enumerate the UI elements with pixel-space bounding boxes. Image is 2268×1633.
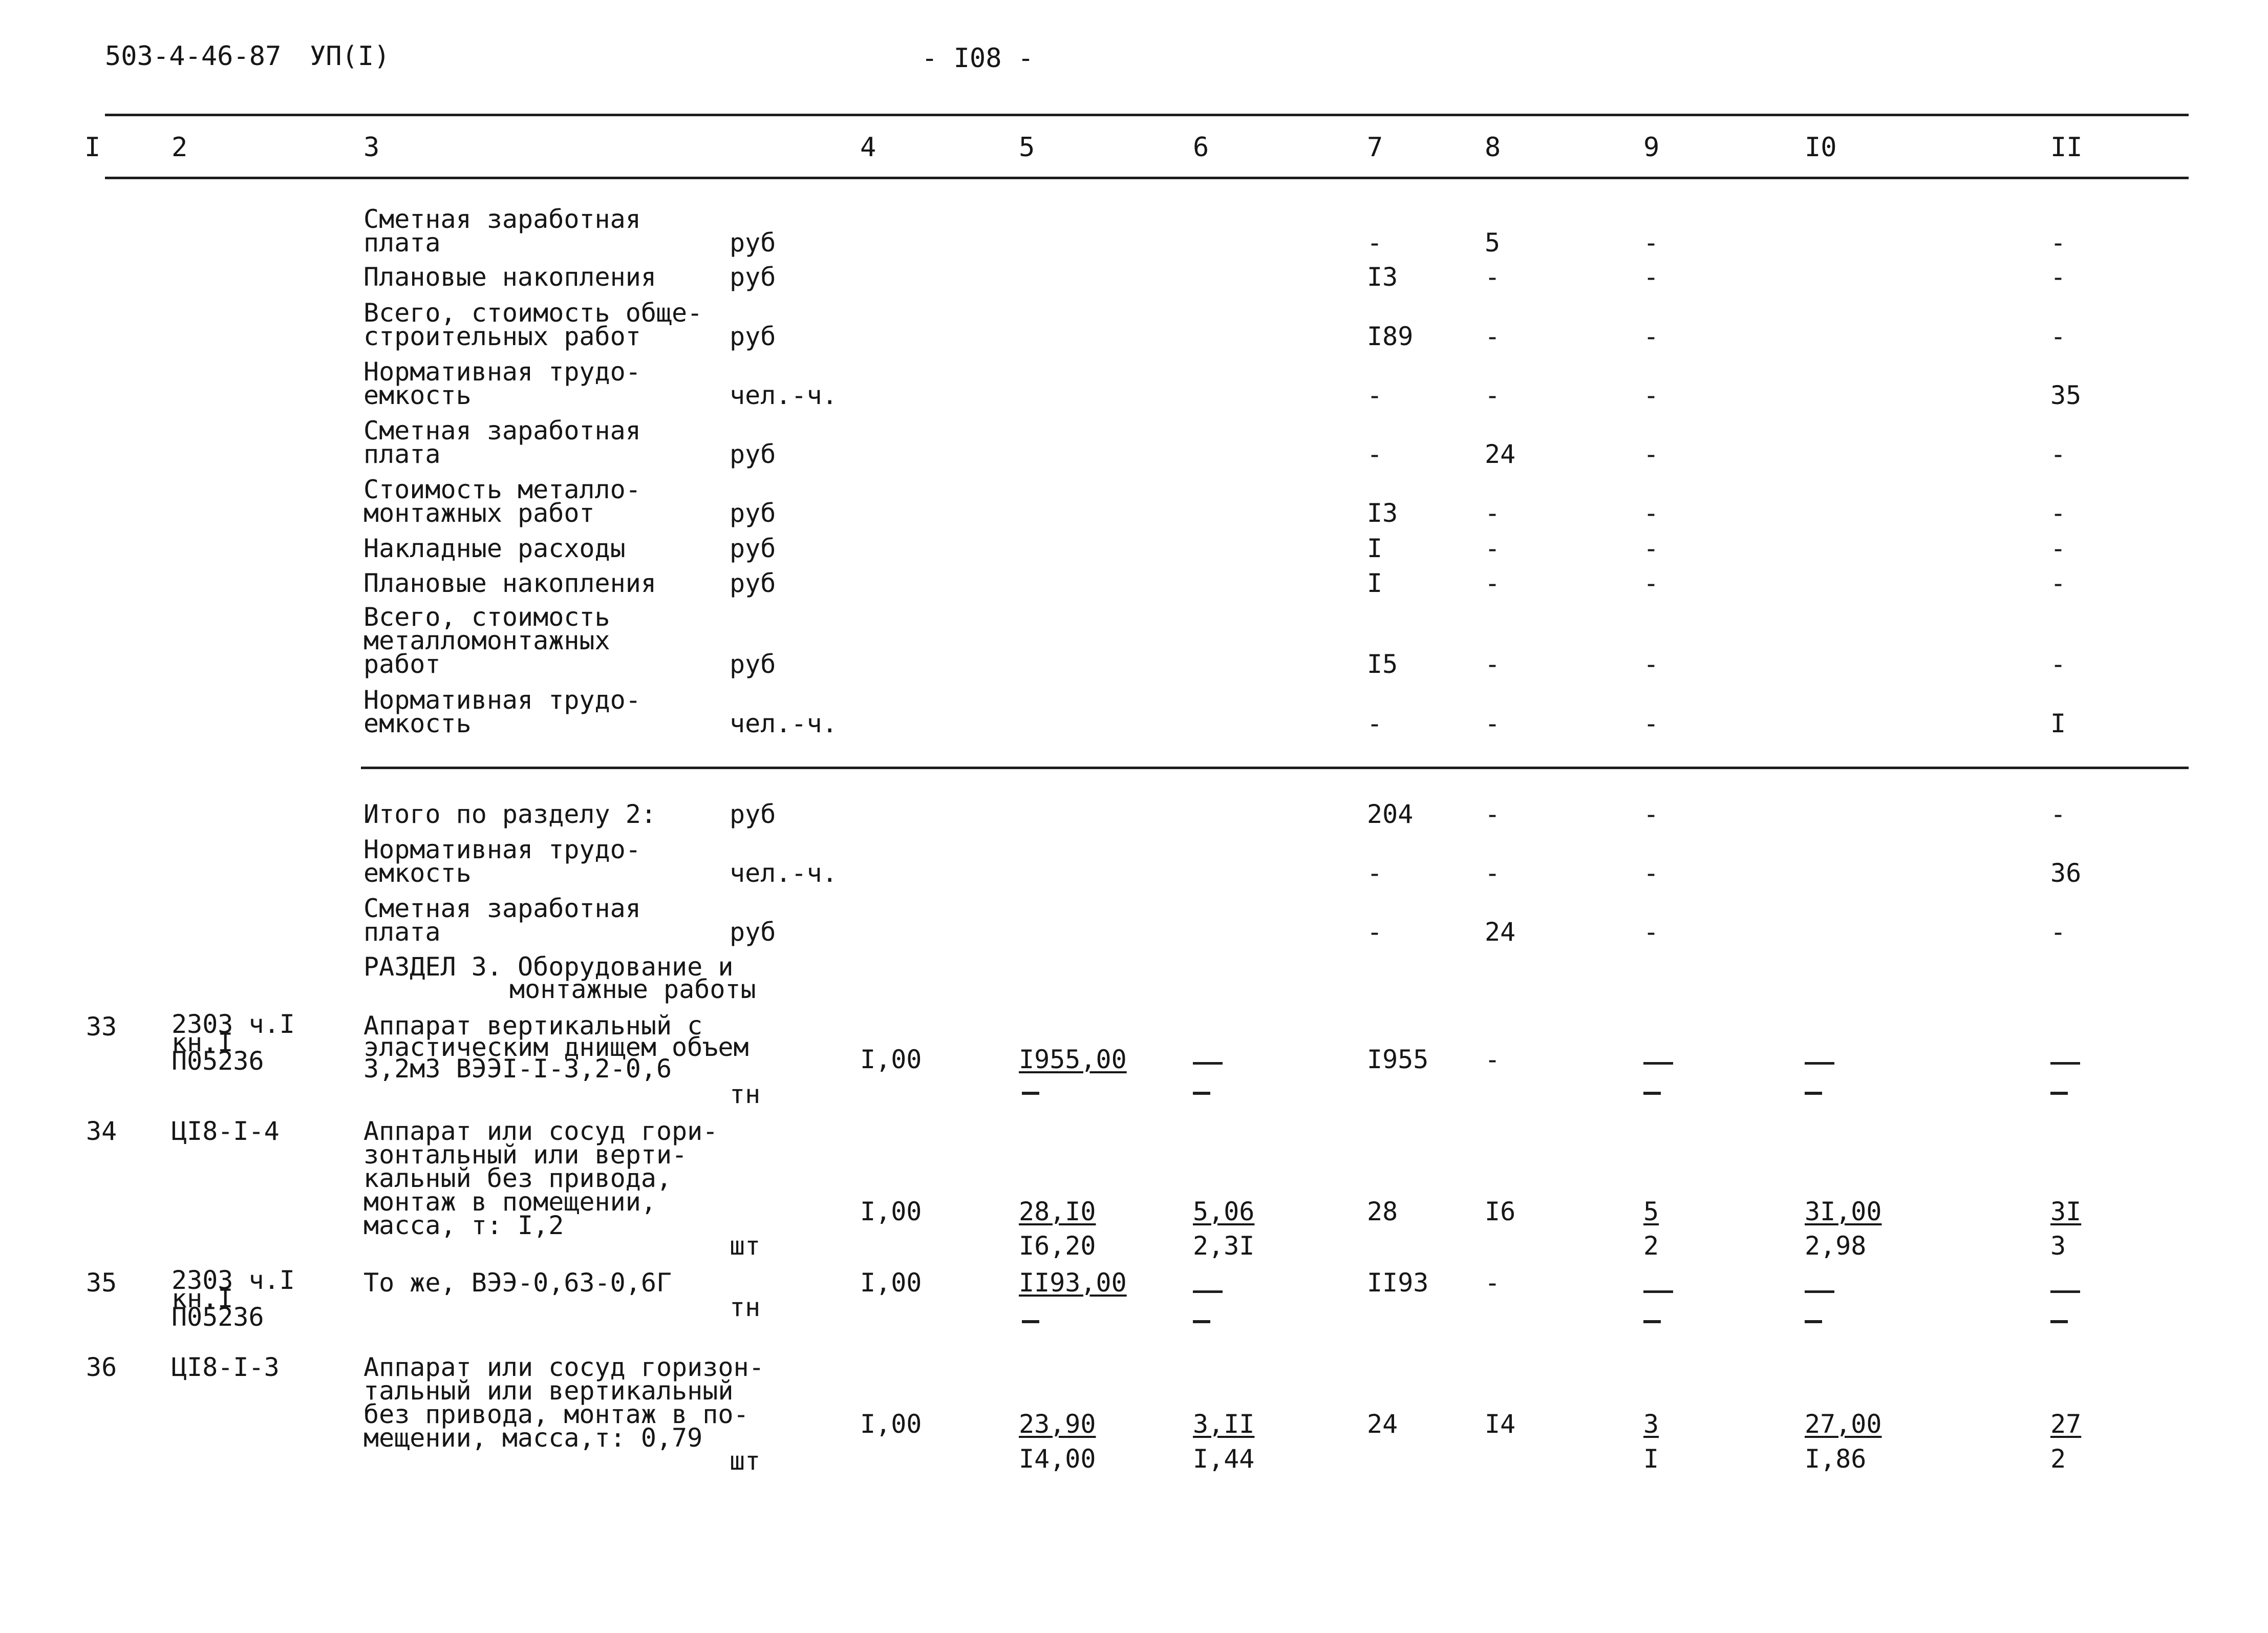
- row-description: Плановые накопления: [363, 262, 656, 292]
- cell-col6-top-dash: [1193, 1290, 1223, 1293]
- item-number: 36: [86, 1352, 117, 1382]
- cell-col6-top: 3,II: [1193, 1409, 1255, 1439]
- cell-col8: -: [1485, 534, 1501, 563]
- cell-col11: -: [2050, 649, 2066, 679]
- row-unit: руб: [730, 534, 776, 563]
- cell-col5-top: I955,00: [1019, 1045, 1127, 1074]
- cell-col9-top: 3: [1643, 1409, 1659, 1439]
- cell-col8: -: [1485, 799, 1501, 829]
- cell-col8: 24: [1485, 917, 1516, 947]
- page-number: - I08 -: [922, 43, 1034, 74]
- section-heading-continued: монтажные работы: [509, 974, 756, 1004]
- cell-col7: II93: [1367, 1268, 1429, 1298]
- cell-col6-bottom-dash: [1193, 1320, 1210, 1323]
- cell-col7: -: [1367, 380, 1383, 410]
- document-code: 503-4-46-87: [105, 41, 282, 72]
- row-unit: чел.-ч.: [730, 709, 838, 738]
- cell-col8: -: [1485, 262, 1501, 292]
- cell-col8: -: [1485, 649, 1501, 679]
- item-number: 33: [86, 1012, 117, 1042]
- cell-col9-top-dash: [1643, 1290, 1673, 1293]
- row-description: Сметная заработная плата: [363, 894, 641, 947]
- cell-col9: -: [1643, 228, 1659, 258]
- cell-col11: -: [2050, 228, 2066, 258]
- section-separator-rule: [361, 767, 2189, 769]
- cell-col11: -: [2050, 568, 2066, 598]
- item-description: Аппарат или сосуд гори- зонтальный или верти- кальный без привода, монтаж в помещении, масса, т: I,2: [363, 1116, 718, 1240]
- column-header: I: [84, 132, 101, 163]
- row-description: Нормативная трудо- емкость: [363, 835, 641, 888]
- cell-col10-bottom: I,86: [1805, 1444, 1867, 1474]
- item-quantity: I,00: [860, 1197, 922, 1226]
- item-description: Аппарат или сосуд горизон- тальный или вертикальный без привода, монтаж в по- мещении, масса,т: 0,79: [363, 1352, 764, 1453]
- cell-col7: I3: [1367, 262, 1398, 292]
- row-unit: чел.-ч.: [730, 380, 838, 410]
- cell-col9: -: [1643, 534, 1659, 563]
- cell-col9: -: [1643, 649, 1659, 679]
- cell-col7: I: [1367, 534, 1383, 563]
- cell-col11: -: [2050, 439, 2066, 469]
- cell-col10-bottom-dash: [1805, 1320, 1822, 1323]
- cell-col6-bottom: 2,3I: [1193, 1231, 1255, 1261]
- cell-col11: -: [2050, 262, 2066, 292]
- album-number: УП(I): [310, 41, 390, 72]
- cell-col10-top-dash: [1805, 1290, 1834, 1293]
- cell-col7: -: [1367, 709, 1383, 738]
- cell-col9: -: [1643, 262, 1659, 292]
- row-description: Накладные расходы: [363, 534, 626, 563]
- cell-col11-bottom-dash: [2050, 1320, 2068, 1323]
- row-unit: руб: [730, 262, 776, 292]
- cell-col11: -: [2050, 498, 2066, 528]
- cell-col11: -: [2050, 799, 2066, 829]
- row-description: Сметная заработная плата: [363, 416, 641, 469]
- row-unit: руб: [730, 498, 776, 528]
- cell-col10-bottom-dash: [1805, 1092, 1822, 1095]
- row-description: Всего, стоимость обще- строительных работ: [363, 298, 703, 351]
- cell-col11-top: 27: [2050, 1409, 2082, 1439]
- cell-col7: 28: [1367, 1197, 1398, 1226]
- item-quantity: I,00: [860, 1409, 922, 1439]
- row-description: Плановые накопления: [363, 568, 656, 598]
- cell-col8: I4: [1485, 1409, 1516, 1439]
- cell-col9: -: [1643, 322, 1659, 351]
- table-header-rule: [105, 177, 2189, 179]
- item-quantity: I,00: [860, 1045, 922, 1074]
- cell-col9: -: [1643, 799, 1659, 829]
- cell-col9: -: [1643, 498, 1659, 528]
- cell-col8: -: [1485, 568, 1501, 598]
- cell-col10-top: 27,00: [1805, 1409, 1882, 1439]
- cell-col11-top-dash: [2050, 1290, 2080, 1293]
- column-header: 9: [1643, 132, 1660, 163]
- item-description: Аппарат вертикальный с эластическим днищем объем 3,2м3 ВЭЭI-I-3,2-0,6: [363, 1011, 749, 1084]
- row-unit: чел.-ч.: [730, 858, 838, 888]
- cell-col8: -: [1485, 380, 1501, 410]
- column-header: 8: [1485, 132, 1501, 163]
- cell-col8: I6: [1485, 1197, 1516, 1226]
- cell-col8: 5: [1485, 228, 1501, 258]
- cell-col7: I89: [1367, 322, 1414, 351]
- row-unit: руб: [730, 649, 776, 679]
- cell-col8: -: [1485, 322, 1501, 351]
- cell-col7: -: [1367, 858, 1383, 888]
- row-unit: руб: [730, 228, 776, 258]
- column-header: II: [2050, 132, 2083, 163]
- item-quantity: I,00: [860, 1268, 922, 1298]
- row-description: Всего, стоимость металломонтажных работ: [363, 602, 610, 679]
- cell-col11: 36: [2050, 858, 2082, 888]
- cell-col11: 35: [2050, 380, 2082, 410]
- column-header: 3: [363, 132, 380, 163]
- column-header: 7: [1367, 132, 1383, 163]
- row-unit: руб: [730, 439, 776, 469]
- cell-col11-top-dash: [2050, 1062, 2080, 1065]
- cell-col11-bottom: 2: [2050, 1444, 2066, 1474]
- cell-col6-bottom: I,44: [1193, 1444, 1255, 1474]
- item-number: 34: [86, 1116, 117, 1146]
- row-unit: руб: [730, 799, 776, 829]
- item-unit: шт: [730, 1231, 761, 1261]
- item-number: 35: [86, 1268, 117, 1298]
- cell-col6-top-dash: [1193, 1062, 1223, 1065]
- cell-col9: -: [1643, 917, 1659, 947]
- item-code: ЦI8-I-4: [172, 1116, 280, 1146]
- cell-col8: -: [1485, 498, 1501, 528]
- cell-col5-bottom: I4,00: [1019, 1444, 1096, 1474]
- cell-col11: -: [2050, 322, 2066, 351]
- cell-col7: I955: [1367, 1045, 1429, 1074]
- cell-col5-top: II93,00: [1019, 1268, 1127, 1298]
- cell-col10-bottom: 2,98: [1805, 1231, 1867, 1261]
- cell-col10-top-dash: [1805, 1062, 1834, 1065]
- cell-col5-bottom: I6,20: [1019, 1231, 1096, 1261]
- cell-col5-top: 23,90: [1019, 1409, 1096, 1439]
- cell-col9-bottom: 2: [1643, 1231, 1659, 1261]
- cell-col8: -: [1485, 1045, 1501, 1074]
- cell-col6-bottom-dash: [1193, 1092, 1210, 1095]
- cell-col8: 24: [1485, 439, 1516, 469]
- column-header: 6: [1193, 132, 1209, 163]
- row-description: Нормативная трудо- емкость: [363, 357, 641, 410]
- column-header: 5: [1019, 132, 1035, 163]
- cell-col7: -: [1367, 439, 1383, 469]
- row-description: Стоимость металло- монтажных работ: [363, 475, 641, 528]
- row-unit: руб: [730, 322, 776, 351]
- cell-col9-top-dash: [1643, 1062, 1673, 1065]
- cell-col9-bottom-dash: [1643, 1320, 1661, 1323]
- cell-col9-top: 5: [1643, 1197, 1659, 1226]
- item-unit: тн: [730, 1292, 761, 1322]
- cell-col10-top: 3I,00: [1805, 1197, 1882, 1226]
- row-description: Итого по разделу 2:: [363, 799, 656, 829]
- row-unit: руб: [730, 917, 776, 947]
- cell-col7: I3: [1367, 498, 1398, 528]
- cell-col7: 24: [1367, 1409, 1398, 1439]
- column-header: 2: [172, 132, 188, 163]
- item-unit: шт: [730, 1446, 761, 1476]
- cell-col9: -: [1643, 439, 1659, 469]
- item-code: 2303 ч.I кн.I П05236: [172, 1009, 295, 1076]
- item-unit: тн: [730, 1079, 761, 1109]
- cell-col9-bottom-dash: [1643, 1092, 1661, 1095]
- cell-col7: 204: [1367, 799, 1414, 829]
- row-unit: руб: [730, 568, 776, 598]
- item-code: 2303 ч.I кн.I П05236: [172, 1265, 295, 1332]
- cell-col11-bottom: 3: [2050, 1231, 2066, 1261]
- table-top-rule: [105, 114, 2189, 116]
- cell-col11-top: 3I: [2050, 1197, 2082, 1226]
- cell-col7: -: [1367, 228, 1383, 258]
- cell-col8: -: [1485, 709, 1501, 738]
- item-description: То же, ВЭЭ-0,63-0,6Г: [363, 1268, 672, 1298]
- item-code: ЦI8-I-3: [172, 1352, 280, 1382]
- cell-col7: -: [1367, 917, 1383, 947]
- cell-col5-top: 28,I0: [1019, 1197, 1096, 1226]
- column-header: 4: [860, 132, 876, 163]
- cell-col11: -: [2050, 534, 2066, 563]
- cell-col11: I: [2050, 709, 2066, 738]
- cell-col9: -: [1643, 858, 1659, 888]
- cell-col8: -: [1485, 858, 1501, 888]
- section-heading: РАЗДЕЛ 3. Оборудование и: [363, 952, 734, 982]
- cell-col5-bottom-dash: [1022, 1320, 1039, 1323]
- cell-col8: -: [1485, 1268, 1501, 1298]
- cell-col9: -: [1643, 380, 1659, 410]
- cell-col9: -: [1643, 709, 1659, 738]
- cell-col9-bottom: I: [1643, 1444, 1659, 1474]
- row-description: Нормативная трудо- емкость: [363, 685, 641, 738]
- column-header: I0: [1805, 132, 1837, 163]
- cell-col11: -: [2050, 917, 2066, 947]
- cell-col11-bottom-dash: [2050, 1092, 2068, 1095]
- cell-col7: I: [1367, 568, 1383, 598]
- cell-col6-top: 5,06: [1193, 1197, 1255, 1226]
- cell-col5-bottom-dash: [1022, 1092, 1039, 1095]
- row-description: Сметная заработная плата: [363, 204, 641, 258]
- cell-col7: I5: [1367, 649, 1398, 679]
- cell-col9: -: [1643, 568, 1659, 598]
